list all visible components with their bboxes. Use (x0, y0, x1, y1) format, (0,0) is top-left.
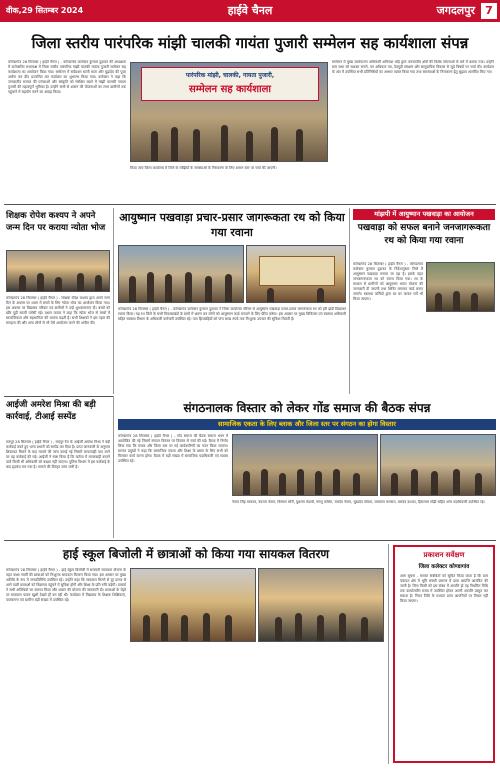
story2-body: कोण्डागांव 28 सितम्बर ( हाईवे चैनल ) - शिक्षक रोपेश कश्यप द्वारा अपने जन्म दिन के अवसर पर शाला में बच्चों के लिए न्योता भोज का आयोजन किया गया। इस अवसर पर विद्यालय परिवार एवं ग्रामीणों ने उन्हें शुभकामनाएं दी। बच्चों को खीर पूड़ी सब्जी परोसी गई। प्रधान पाठक ने कहा कि न्योता भोज से बच्चों में सामाजिकता और सहभागिता की भावना बढ़ती है। सभी शिक्षकों ने इस पहल की सराहना की और अन्य लोगों से भी ऐसे आयोजन करने की अपील की। (6, 296, 110, 325)
story6-subhead: सामाजिक एकता के लिए ब्लाक और जिला स्तर पर संगठन का होगा विस्तार (118, 419, 496, 430)
divider (4, 540, 496, 541)
story1-event-banner (141, 67, 319, 101)
column-divider (388, 544, 389, 764)
story1-banner-text: सम्मेलन सह कार्यशाला (189, 84, 271, 95)
story7-photo-2 (258, 568, 384, 642)
column-divider (113, 396, 114, 538)
story7-body-cont (130, 646, 384, 762)
column-divider (349, 208, 350, 394)
notice-ad (393, 545, 495, 763)
ad-title: प्रकाशन सर्वेक्षण (423, 551, 465, 559)
story2-headline: शिक्षक रोपेश कश्यप ने अपने जन्म दिन पर कराया न्योता भोज (6, 211, 106, 233)
ad-body: आम सूचना - समस्त संबंधितों को सूचित किया जाता है कि ग्राम पंचायत क्षेत्र में भूमि संबंधी प्रकरण में दावा आपत्ति आमंत्रित की जाती है। जिस किसी को इस संबंध में आपत्ति हो वह निर्धारित तिथि तक कार्यालयीन समय में उपस्थित होकर अपनी आपत्ति प्रस्तुत कर सकता है। नियत तिथि के पश्चात प्राप्त आपत्तियों पर विचार नहीं किया जाएगा। (400, 574, 488, 603)
masthead (0, 0, 500, 22)
story6-headline: संगठनालक विस्तार को लेकर गोंड समाज की बैठक संपन्न (183, 401, 431, 415)
story6-names: नेताम सिंह मरकाम, वेदराम नेताम, बिसंभर सोरी, बुधराम मंडावी, मंगलू कोर्राम, रामदेव नेताम, सुखदेव पोयाम, जयलाल मरकाम, बलदेव कश्यप, हिरालाल सोढ़ी सहित अन्य पदाधिकारी उपस्थित रहे। (232, 500, 485, 504)
paper-name: हाईवे चैनल (227, 4, 273, 17)
story7-photo (130, 568, 256, 642)
story4-photo (426, 262, 495, 312)
edition-city: जगदलपुर (436, 4, 475, 17)
column-divider (113, 208, 114, 394)
story6-photo (232, 434, 378, 496)
ad-subtitle: जिला कलेक्टर कोण्डागांव (418, 564, 470, 570)
issue-date: वीक,29 सितम्बर 2024 (6, 6, 84, 15)
story1-photo (130, 62, 328, 162)
story4-kicker: मांझपी में आयुष्मान पखवाड़ा का आयोजन (353, 209, 495, 220)
story7-headline: हाई स्कूल बिजोली में छात्राओं को किया गया सायकल वितरण (62, 547, 330, 561)
story1-body-right: सम्मेलन में मुख्य कार्यपालन अधिकारी अविनाश भोई द्वारा जनजातीय क्षेत्रों की विशेष परंपराओं के बारे में बताया गया। उन्होंने ग्राम सभा को सशक्त बनाने, वन अधिकार पत्र, देवगुड़ी संरक्षण और सामुदायिक विकास से जुड़े विषयों पर चर्चा की। कार्यक्रम के अंत में उपस्थित सभी प्रतिनिधियों का आभार व्यक्त किया गया तथा समस्याओं के निराकरण हेतु सुझाव आमंत्रित किए गए। (332, 60, 494, 74)
story1-headline: जिला स्तरीय पारंपरिक मांझी चालकी गायंता पुजारी सम्मेलन सह कार्यशाला संपन्न (31, 34, 469, 52)
story2-photo (6, 250, 110, 292)
story5-headline: आईजी अमरेश मिश्रा की बड़ी कार्रवाई, टीआई सस्पेंड (6, 400, 96, 422)
divider (4, 396, 114, 397)
story1-banner-top: पारंपरिक मांझी, चालकी, गायता पुजारी, (185, 72, 275, 79)
story3-headline: आयुष्मान पखवाड़ा प्रचार-प्रसार जागरूकता रथ को किया गया रवाना (119, 211, 345, 239)
story6-body: कोण्डागांव 28 सितम्बर ( हाईवे चैनल ) - गोंड समाज की बैठक समाज भवन में आयोजित की गई जिसमें संगठन विस्तार पर विस्तार से चर्चा की गई। बैठक में निर्णय लिया गया कि ब्लाक और जिला स्तर पर नई कार्यकारिणी का गठन किया जाएगा। समाज प्रमुखों ने कहा कि सामाजिक एकता और शिक्षा के प्रसार के लिए सभी को मिलकर कार्य करना होगा। बैठक में बड़ी संख्या में सामाजिक पदाधिकारी एवं सदस्य उपस्थित रहे। (118, 434, 228, 463)
story7-body: कोण्डागांव 28 सितम्बर ( हाईवे चैनल ) - हाई स्कूल बिजोली में सरस्वती सायकल योजना के तहत कक्षा नवमीं की छात्राओं को निःशुल्क सायकल वितरण किया गया। इस अवसर पर मुख्य अतिथि के रूप में जनप्रतिनिधि उपस्थित रहे। उन्होंने कहा कि सायकल मिलने से दूर दराज से आने वाली छात्राओं को विद्यालय पहुंचने में सुविधा होगी और शिक्षा के प्रति रुचि बढ़ेगी। प्राचार्य ने सभी अतिथियों का स्वागत किया और शासन की योजना की जानकारी दी। छात्राओं के चेहरे पर सायकल पाकर खुशी देखते ही बन रही थी। कार्यक्रम में विद्यालय के शिक्षक शिक्षिकाएं, पालकगण एवं ग्रामीण बड़ी संख्या में उपस्थित रहे। (6, 568, 126, 602)
story3-rath-photo (246, 245, 346, 303)
story3-body: कोण्डागांव 28 सितम्बर ( हाईवे चैनल ) - कोण्डागांव कलेक्टर कुणाल दुदावत ने जिला कार्यालय परिसर से आयुष्मान पखवाड़ा प्रचार-प्रसार जागरूकता रथ को हरी झंडी दिखाकर रवाना किया। यह रथ जिले के सभी विकासखंडों के ग्रामों में भ्रमण कर लोगों को आयुष्मान कार्ड बनवाने के लिए प्रेरित करेगा। इस अवसर पर मुख्य चिकित्सा एवं स्वास्थ्य अधिकारी सहित स्वास्थ्य विभाग के अधिकारी कर्मचारी उपस्थित रहे। पात्र हितग्राहियों को पांच लाख रुपये तक निःशुल्क उपचार की सुविधा मिलती है। (118, 307, 346, 321)
story4-body: कोण्डागांव 28 सितम्बर ( हाईवे चैनल ) - कोण्डागांव कलेक्टर कुणाल दुदावत के निर्देशानुसार जिले में आयुष्मान पखवाड़ा मनाया जा रहा है। इसके तहत जनजागरूकता रथ को रवाना किया गया। रथ के माध्यम से ग्रामीणों को आयुष्मान भारत योजना की जानकारी दी जाएगी तथा शिविर लगाकर कार्ड बनाए जाएंगे। स्वास्थ्य कर्मियों द्वारा घर घर जाकर सर्वे भी किया जाएगा। (353, 262, 423, 301)
story1-body-left: कोण्डागांव 28 सितम्बर ( हाईवे चैनल ) - कोण्डागांव कलेक्टर कुणाल दुदावत की अध्यक्षता में कलेक्टोरेट सभाकक्ष में जिला स्तरीय पारंपरिक मांझी चालकी गायंता पुजारी सम्मेलन सह कार्यशाला का आयोजन किया गया। सम्मेलन में सर्वप्रथम धरती माता और बूढ़ादेव की पूजा अर्चना कर दीप प्रज्वलित कर कार्यक्रम का शुभारंभ किया गया। कलेक्टर ने कहा कि जनजातीय समाज की परंपराओं और संस्कृति को संरक्षित रखने में मांझी चालकी गायता पुजारी की महत्वपूर्ण भूमिका है। उन्होंने सभी से शासन की योजनाओं का लाभ ग्रामीणों तक पहुंचाने में सहयोग करने का आग्रह किया। (8, 60, 126, 94)
divider (4, 204, 496, 205)
page-number: 7 (481, 3, 497, 19)
story5-body: रायपुर 28 सितम्बर ( हाईवे चैनल ) - रायपुर रेंज के आईजी अमरेश मिश्रा ने बड़ी कार्रवाई करते हुए थाना प्रभारी को सस्पेंड कर दिया है। प्राप्त जानकारी के अनुसार शिकायत मिलने के बाद मामले की जांच कराई गई जिसमें लापरवाही पाए जाने पर यह कार्रवाई की गई। आईजी ने स्पष्ट किया है कि कर्तव्य में लापरवाही बरतने वाले किसी भी अधिकारी को बख्शा नहीं जाएगा। पुलिस विभाग में इस कार्रवाई के बाद हड़कंप मच गया है। मामले की विस्तृत जांच जारी है। (6, 440, 110, 469)
story4-headline: पखवाड़ा को सफल बनाने जनजागरूकता रथ को किया गया रवाना (357, 223, 491, 246)
story6-photo-2 (380, 434, 496, 496)
story1-caption: किया जाएं जिला कार्यालय में जिले के मांझियों के समस्याओं के निराकरण के लिए शासन स्तर पर चर्चा की जाएगी। (130, 166, 277, 170)
story3-photo (118, 245, 244, 303)
